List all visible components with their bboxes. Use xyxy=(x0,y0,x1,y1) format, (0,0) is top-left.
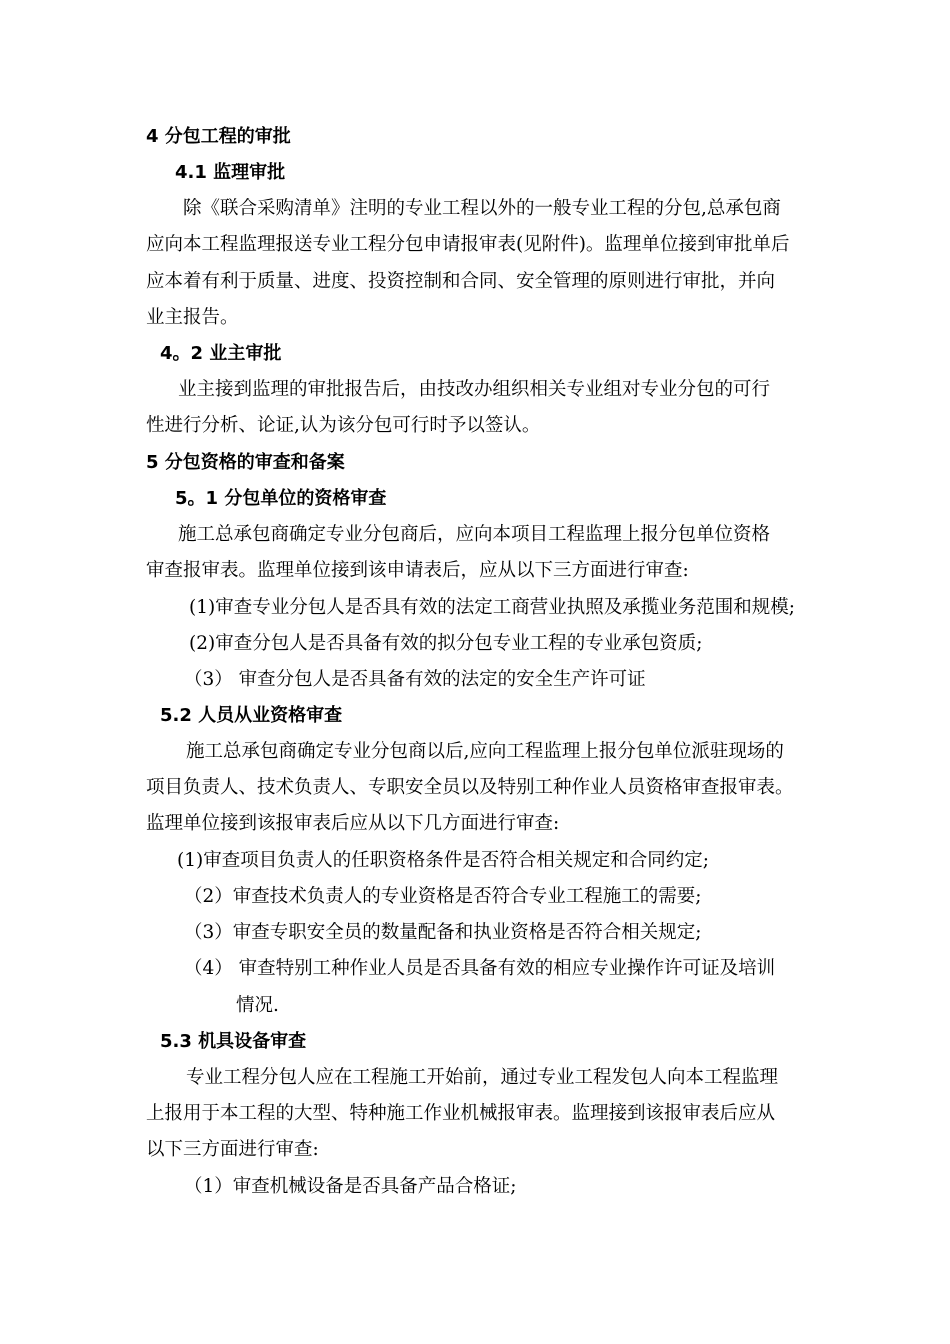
paragraph-line: 施工总承包商确定专业分包商后，应向本项目工程监理上报分包单位资格 xyxy=(178,524,771,545)
list-item: (2)审查分包人是否具备有效的拟分包专业工程的专业承包资质; xyxy=(189,633,703,654)
list-item-continuation: 情况. xyxy=(236,995,279,1016)
list-item: （3）审查专职安全员的数量配备和执业资格是否符合相关规定; xyxy=(184,922,702,943)
list-item: （1）审查机械设备是否具备产品合格证; xyxy=(184,1176,517,1197)
subsection-heading-5-1: 5。1 分包单位的资格审查 xyxy=(175,488,387,509)
subsection-heading-5-2: 5.2 人员从业资格审查 xyxy=(160,705,343,726)
paragraph-line: 应向本工程监理报送专业工程分包申请报审表(见附件)。监理单位接到审批单后 xyxy=(146,234,790,255)
list-item: (1)审查项目负责人的任职资格条件是否符合相关规定和合同约定; xyxy=(177,850,709,871)
subsection-heading-5-3: 5.3 机具设备审查 xyxy=(160,1031,307,1052)
paragraph-line: 上报用于本工程的大型、特种施工作业机械报审表。监理接到该报审表后应从 xyxy=(146,1103,776,1124)
list-item: （2）审查技术负责人的专业资格是否符合专业工程施工的需要; xyxy=(184,886,702,907)
list-item: （4） 审查特别工种作业人员是否具备有效的相应专业操作许可证及培训 xyxy=(184,958,776,979)
paragraph-line: 业主接到监理的审批报告后，由技改办组织相关专业组对专业分包的可行 xyxy=(178,379,771,400)
subsection-heading-4-2: 4。2 业主审批 xyxy=(160,343,282,364)
paragraph-line: 监理单位接到该报审表后应从以下几方面进行审查: xyxy=(146,813,560,834)
section-heading-5: 5 分包资格的审查和备案 xyxy=(146,452,345,473)
paragraph-line: 业主报告。 xyxy=(146,307,239,328)
list-item: (1)审查专业分包人是否具有效的法定工商营业执照及承揽业务范围和规模; xyxy=(189,597,795,618)
subsection-heading-4-1: 4.1 监理审批 xyxy=(175,162,286,183)
paragraph-line: 专业工程分包人应在工程施工开始前，通过专业工程发包人向本工程监理 xyxy=(186,1067,779,1088)
paragraph-line: 项目负责人、技术负责人、专职安全员以及特别工种作业人员资格审查报审表。 xyxy=(146,777,794,798)
paragraph-line: 除《联合采购清单》注明的专业工程以外的一般专业工程的分包,总承包商 xyxy=(183,198,781,219)
paragraph-line: 以下三方面进行审查: xyxy=(146,1139,319,1160)
list-item: （3） 审查分包人是否具备有效的法定的安全生产许可证 xyxy=(184,669,646,690)
paragraph-line: 性进行分析、论证,认为该分包可行时予以签认。 xyxy=(146,415,541,436)
paragraph-line: 施工总承包商确定专业分包商以后,应向工程监理上报分包单位派驻现场的 xyxy=(186,741,784,762)
paragraph-line: 应本着有利于质量、进度、投资控制和合同、安全管理的原则进行审批，并向 xyxy=(146,271,776,292)
section-heading-4: 4 分包工程的审批 xyxy=(146,126,291,147)
paragraph-line: 审查报审表。监理单位接到该申请表后，应从以下三方面进行审查: xyxy=(146,560,689,581)
